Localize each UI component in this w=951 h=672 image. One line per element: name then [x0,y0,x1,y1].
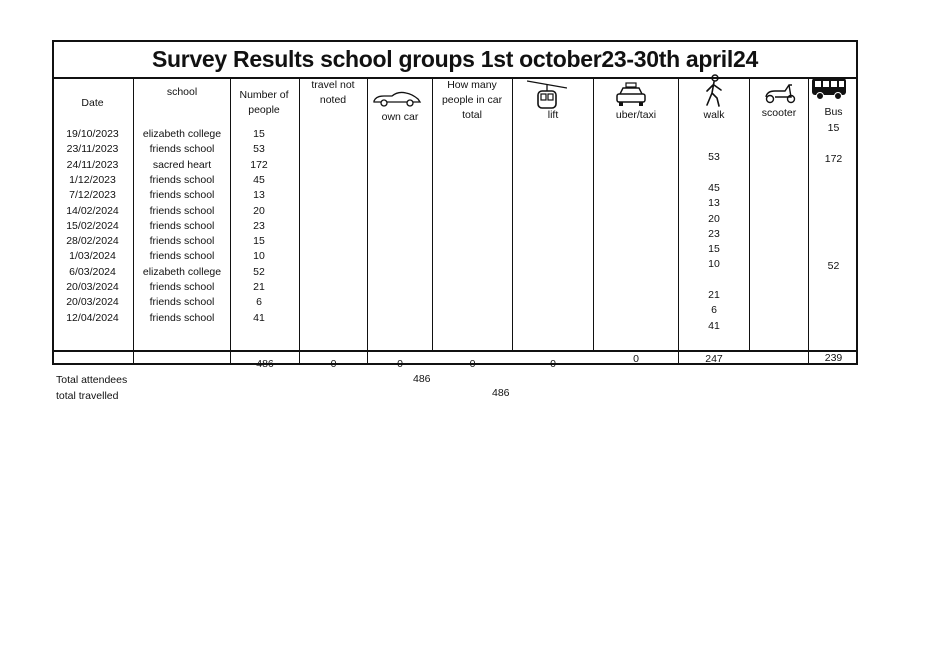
column-divider [432,78,433,350]
row-school: friends school [149,311,215,324]
total-uber-taxi: 0 [633,353,639,365]
row-walk: 41 [708,319,720,332]
column-divider [299,78,300,365]
row-school: friends school [149,296,215,309]
total-bus: 239 [824,352,843,364]
header-travel-not-noted: travel not noted [311,79,355,107]
row-date: 1/12/2023 [69,173,116,186]
row-walk: 15 [708,243,720,256]
page-title: Survey Results school groups 1st october23-30th april24 [152,46,758,72]
header-lift: lift [547,109,559,121]
header-school: school [166,86,198,98]
row-date: 23/11/2023 [66,143,119,156]
row-people: 41 [253,311,265,324]
gondola-lift-icon [527,78,567,111]
row-people: 172 [250,158,268,171]
total-own-car: 0 [397,358,403,370]
row-bus: 52 [827,259,840,272]
row-people: 52 [253,265,265,278]
row-date: 15/02/2024 [66,219,119,232]
row-people: 23 [253,219,265,232]
row-school: friends school [149,204,215,217]
row-school: friends school [149,250,215,263]
row-school: friends school [149,173,215,186]
total-travelled-label: total travelled [56,390,119,402]
row-date: 1/03/2024 [69,250,116,263]
scooter-icon [763,82,797,104]
row-people: 15 [253,235,265,248]
column-divider [230,78,231,365]
total-attendees-label: Total attendees [56,374,128,386]
survey-sheet [52,40,858,368]
header-own-car: own car [381,111,419,123]
row-school: friends school [149,281,215,293]
total-attendees-value: 486 [413,373,431,385]
row-people: 6 [256,296,262,309]
row-date: 20/03/2024 [66,281,119,293]
row-date: 19/10/2023 [66,128,119,140]
row-date: 6/03/2024 [69,265,116,278]
row-walk: 6 [711,304,717,317]
header-uber-taxi: uber/taxi [615,109,657,121]
row-people: 13 [253,189,265,202]
row-date: 14/02/2024 [66,204,119,217]
walking-person-icon [702,74,726,108]
row-people: 53 [253,143,265,156]
row-school: elizabeth college [142,128,222,140]
row-date: 28/02/2024 [66,235,119,248]
row-walk: 53 [708,151,720,164]
row-people: 45 [253,173,265,186]
row-school: friends school [149,143,215,156]
total-how-many-in-car: 0 [469,358,476,370]
total-travelled-value: 486 [492,387,510,399]
bus-icon [811,77,847,101]
row-bus: 15 [827,122,840,134]
row-school: friends school [149,235,215,248]
row-school: friends school [149,189,215,202]
header-number-of-people: Number of people [239,89,289,117]
car-icon [372,88,422,108]
header-how-many-in-car: How many people in car total [441,79,503,122]
header-date: Date [81,97,104,109]
row-walk: 21 [708,289,720,301]
row-people: 20 [253,204,265,217]
row-people: 21 [253,281,265,293]
row-walk: 13 [708,197,720,210]
row-people: 10 [253,250,265,263]
row-date: 24/11/2023 [66,158,119,171]
row-walk: 45 [708,181,720,194]
taxi-icon [614,82,648,108]
row-people: 15 [253,128,265,140]
total-walk: 247 [705,353,723,365]
row-school: friends school [149,219,215,232]
row-date: 20/03/2024 [66,296,119,309]
row-school: elizabeth college [142,265,222,278]
row-school: sacred heart [152,158,212,171]
total-travel-not-noted: 0 [330,358,337,370]
row-walk: 23 [708,227,720,240]
header-scooter: scooter [761,107,797,119]
total-lift: 0 [550,358,556,370]
total-people: 486 [256,358,274,370]
row-date: 7/12/2023 [69,189,116,202]
row-bus: 172 [824,152,843,165]
header-walk: walk [703,109,725,121]
row-walk: 20 [708,212,720,225]
row-walk: 10 [708,258,720,271]
row-date: 12/04/2024 [66,311,119,324]
header-bus: Bus [824,106,843,118]
